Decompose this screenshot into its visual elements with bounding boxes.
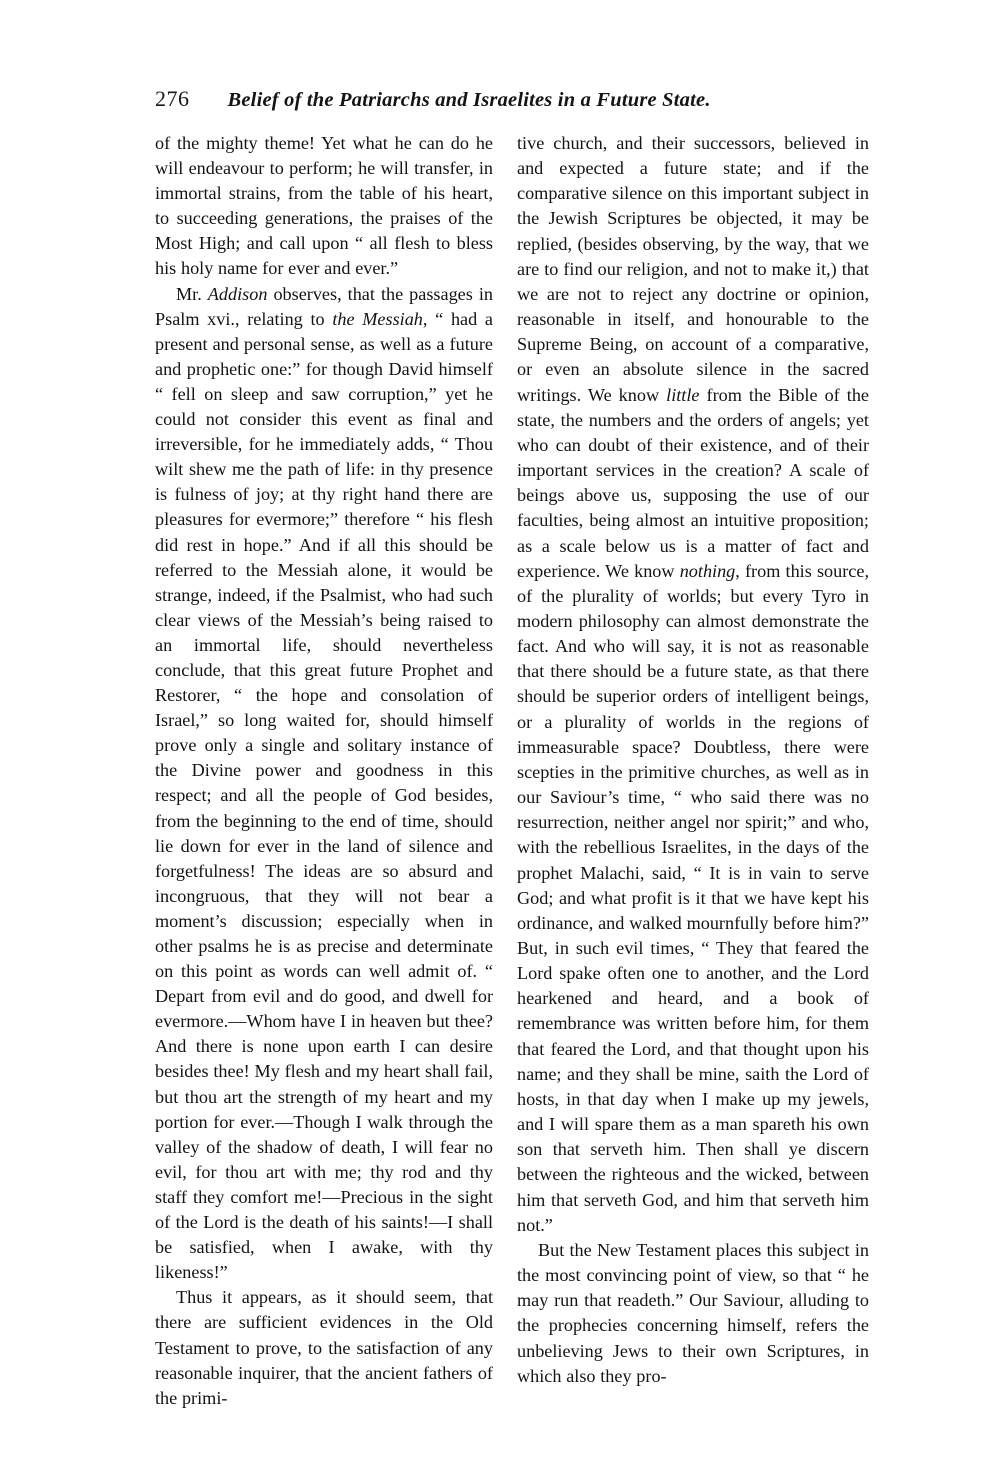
paragraph: tive church, and their successors, believed in and expected a future state; and if the comparative silence on this important subject in the Jewish Scriptures be objected, it may be replied, (besides observing, by the way, that we are to find our religion, and not to make it,) that we are not to reject any doctrine or opinion, reasonable in itself, and honourable to the Supreme Being, on account of a comparative, or even an absolute silence in the sacred writings. We know little from the Bible of the state, the numbers and the orders of angels; yet who can doubt of their existence, and of their important services in the creation? A scale of beings above us, supposing the use of our faculties, being almost an intuitive proposition; as a scale below us is a matter of fact and experience. We know nothing, from this source, of the plurality of worlds; but every Tyro in modern philosophy can almost demonstrate the fact. And who will say, it is not as reasonable that there should be a future state, as that there should be superior orders of intelligent beings, or a plurality of worlds in the regions of immeasurable space? Doubtless, there were scepties in the primitive churches, as well as in our Saviour’s time, “ who said there was no resurrection, neither angel nor spirit;” and who, with the rebellious Israelites, in the days of the prophet Malachi, said, “ It is in vain to serve God; and what profit is it that we have kept his ordinance, and walked mournfully before him?” But, in such evil times, “ They that feared the Lord spake often one to another, and the Lord hearkened and heard, and a book of remembrance was written before him, for them that feared the Lord, and that thought upon his name; and they shall be mine, saith the Lord of hosts, in that day when I make up my jewels, and I will spare them as a man spareth his own son that serveth him. Then shall ye discern between the righteous and the wicked, between him that serveth God, and him that serveth him not.” xyxy=(517,133,869,1235)
column-left xyxy=(155,131,493,1411)
page-edge-mask xyxy=(876,0,983,1463)
paragraph: But the New Testament places this subject in the most convincing point of view, so that “ he may run that readeth.” Our Saviour, alluding to the prophecies concerning himself, refers the unbelieving Jews to their own Scriptures, in which also they pro- xyxy=(517,1239,869,1386)
paragraph: of the mighty theme! Yet what he can do he will endeavour to perform; he will transfer, in immortal strains, from the table of his heart, to succeeding generations, the praises of the Most High; and call upon “ all flesh to bless his holy name for ever and ever.” xyxy=(155,133,493,279)
paragraph: Thus it appears, as it should seem, that there are sufficient evidences in the Old Testament to prove, to the satisfaction of any reasonable inquirer, that the ancient fathers of the primi- xyxy=(155,1287,493,1408)
running-head xyxy=(155,86,875,114)
running-title: Belief of the Patriarchs and Israelites in a Future State. xyxy=(227,89,711,111)
column-right xyxy=(517,131,869,1389)
paragraph: Mr. Addison observes, that the passages in Psalm xvi., relating to the Messiah, “ had a present and personal sense, as well as a future and prophetic one:” for though David himself “ fell on sleep and saw corruption,” yet he could not consider this event as final and irreversible, for he immediately adds, “ Thou wilt shew me the path of life: in thy presence is fulness of joy; at thy right hand there are pleasures for evermore;” therefore “ his flesh did rest in hope.” And if all this should be referred to the Messiah alone, it would be strange, indeed, if the Psalmist, who had such clear views of the Messiah’s being raised to an immortal life, should nevertheless conclude, that this great future Prophet and Restorer, “ the hope and consolation of Israel,” so long waited for, should himself prove only a single and solitary instance of the Divine power and goodness in this respect; and all the people of God besides, from the beginning to the end of time, should lie down for ever in the land of silence and forgetfulness! The ideas are so absurd and incongruous, that they will not bear a moment’s discussion; especially when in other psalms he is as precise and determinate on this point as words can well admit of. “ Depart from evil and do good, and dwell for evermore.—Whom have I in heaven but thee? And there is none upon earth I can desire besides thee! My flesh and my heart shall fail, but thou art the strength of my heart and my portion for ever.—Though I walk through the valley of the shadow of death, I will fear no evil, for thou art with me; thy rod and thy staff they comfort me!—Precious in the sight of the Lord is the death of his saints!—I shall be satisfied, when I awake, with thy likeness!” xyxy=(155,283,493,1283)
page-folio-number: 276 xyxy=(155,86,190,111)
